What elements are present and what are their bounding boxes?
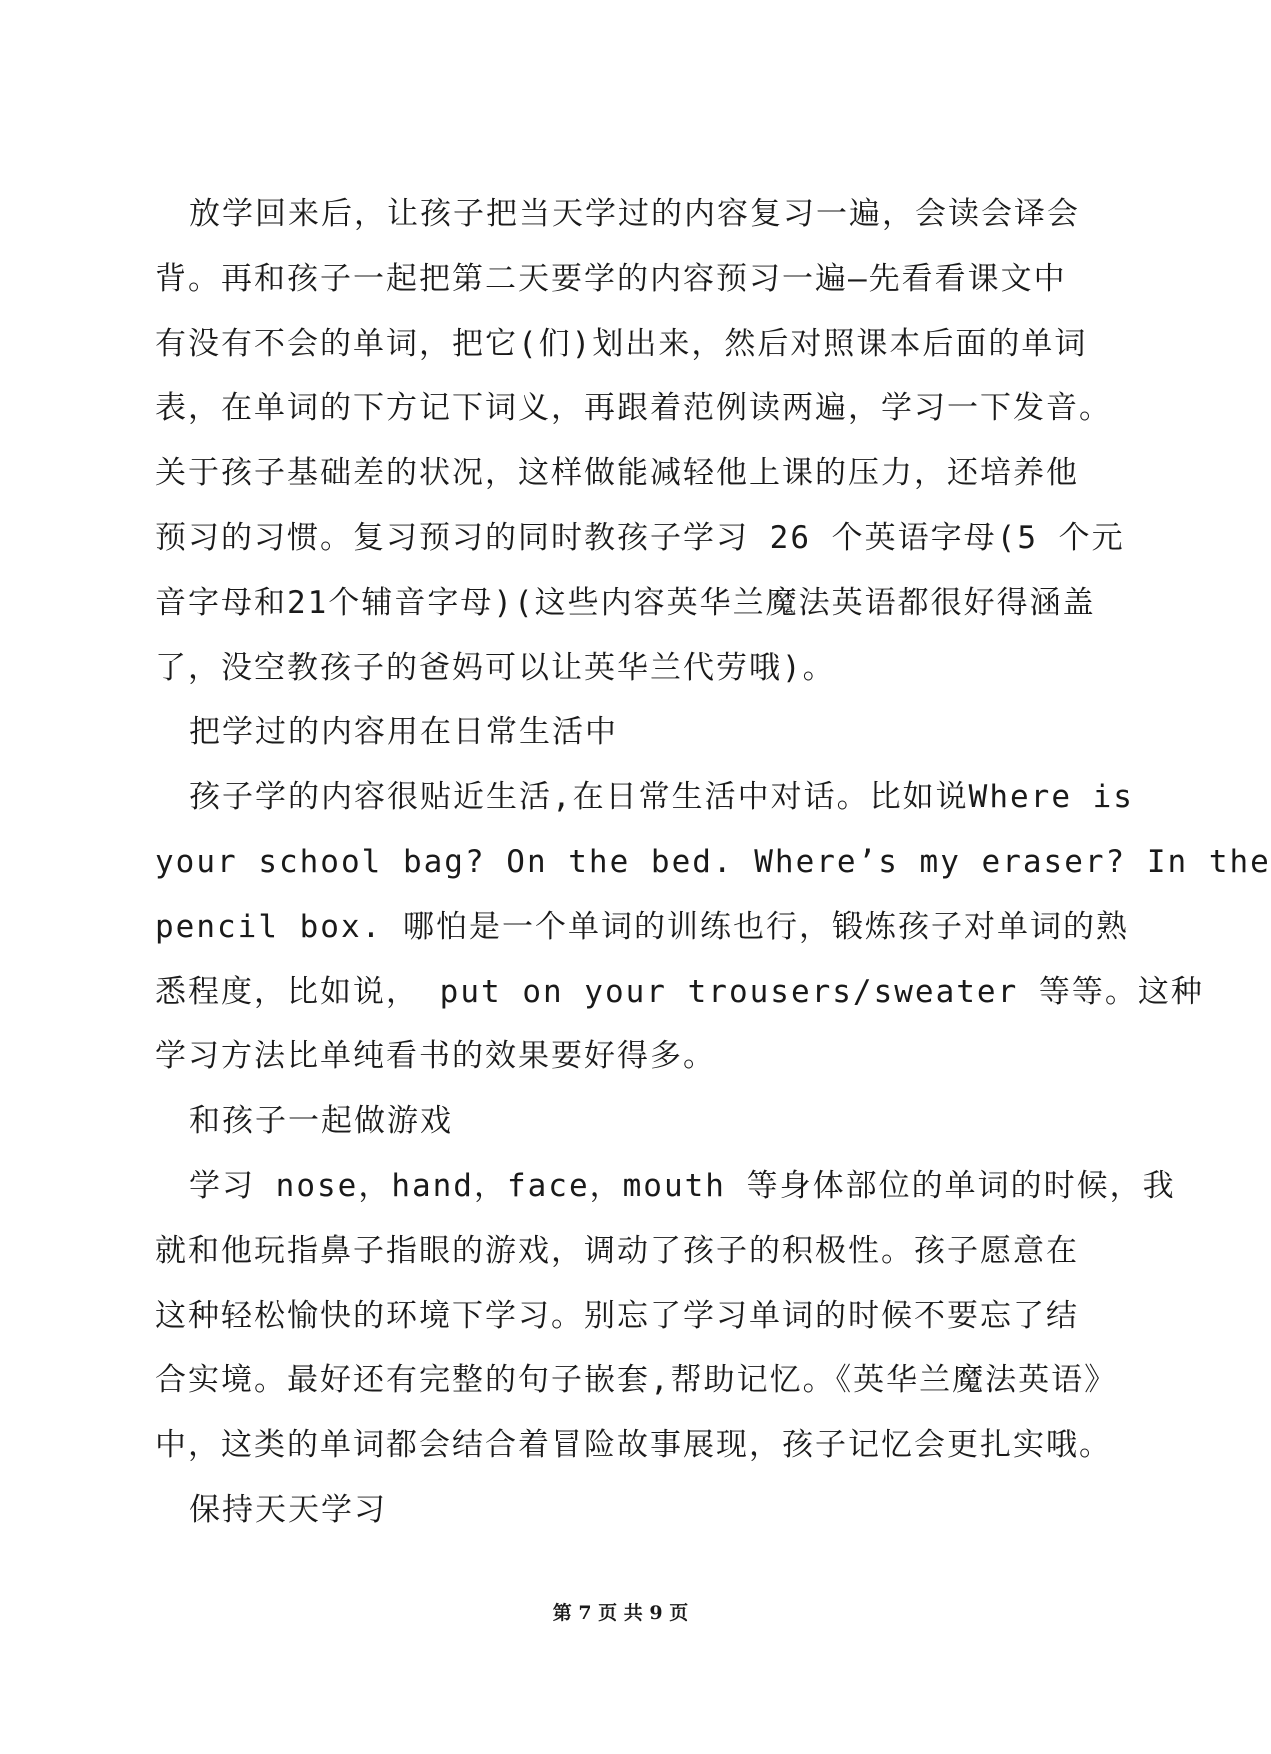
- page-number-footer: 第 7 页 共 9 页: [552, 1602, 689, 1624]
- body-text: [155, 182, 1271, 1543]
- paragraph-games-line: 学习 nose，hand，face，mouth 等身体部位的单词的时候，我: [189, 1167, 1176, 1204]
- paragraph-review-line: 预习的习惯。复习预习的同时教孩子学习 26 个英语字母(5 个元: [155, 519, 1125, 556]
- section-heading-daily-study: 保持天天学习: [189, 1491, 387, 1528]
- paragraph-review-line: 有没有不会的单词，把它(们)划出来，然后对照课本后面的单词: [155, 325, 1088, 362]
- paragraph-daily-life-line: your school bag? On the bed. Where’s my eraser? In the: [155, 843, 1271, 880]
- paragraph-games-line: 合实境。最好还有完整的句子嵌套,帮助记忆。《英华兰魔法英语》: [155, 1362, 1118, 1399]
- paragraph-games-line: 中，这类的单词都会结合着冒险故事展现，孩子记忆会更扎实哦。: [155, 1427, 1112, 1464]
- paragraph-daily-life-line: 悉程度，比如说， put on your trousers/sweater 等等。这种: [155, 973, 1204, 1010]
- paragraph-review-line: 了，没空教孩子的爸妈可以让英华兰代劳哦)。: [155, 649, 836, 686]
- paragraph-daily-life-line: pencil box. 哪怕是一个单词的训练也行，锻炼孩子对单词的熟: [155, 908, 1129, 945]
- paragraph-daily-life-line: 学习方法比单纯看书的效果要好得多。: [155, 1038, 716, 1075]
- paragraph-review-line: 音字母和21个辅音字母)(这些内容英华兰魔法英语都很好得涵盖: [155, 584, 1096, 621]
- paragraph-review-line: 表，在单词的下方记下词义，再跟着范例读两遍，学习一下发音。: [155, 390, 1112, 427]
- paragraph-review-line: 放学回来后，让孩子把当天学过的内容复习一遍，会读会译会: [189, 196, 1080, 232]
- section-heading-daily-life: 把学过的内容用在日常生活中: [189, 714, 618, 751]
- paragraph-daily-life-line: 孩子学的内容很贴近生活,在日常生活中对话。比如说Where is: [189, 779, 1134, 816]
- paragraph-games-line: 就和他玩指鼻子指眼的游戏，调动了孩子的积极性。孩子愿意在: [155, 1232, 1079, 1269]
- paragraph-review-line: 背。再和孩子一起把第二天要学的内容预习一遍—先看看课文中: [155, 260, 1067, 297]
- section-heading-games: 和孩子一起做游戏: [189, 1103, 453, 1140]
- paragraph-games-line: 这种轻松愉快的环境下学习。别忘了学习单词的时候不要忘了结: [155, 1297, 1079, 1334]
- paragraph-review-line: 关于孩子基础差的状况，这样做能减轻他上课的压力，还培养他: [155, 455, 1079, 492]
